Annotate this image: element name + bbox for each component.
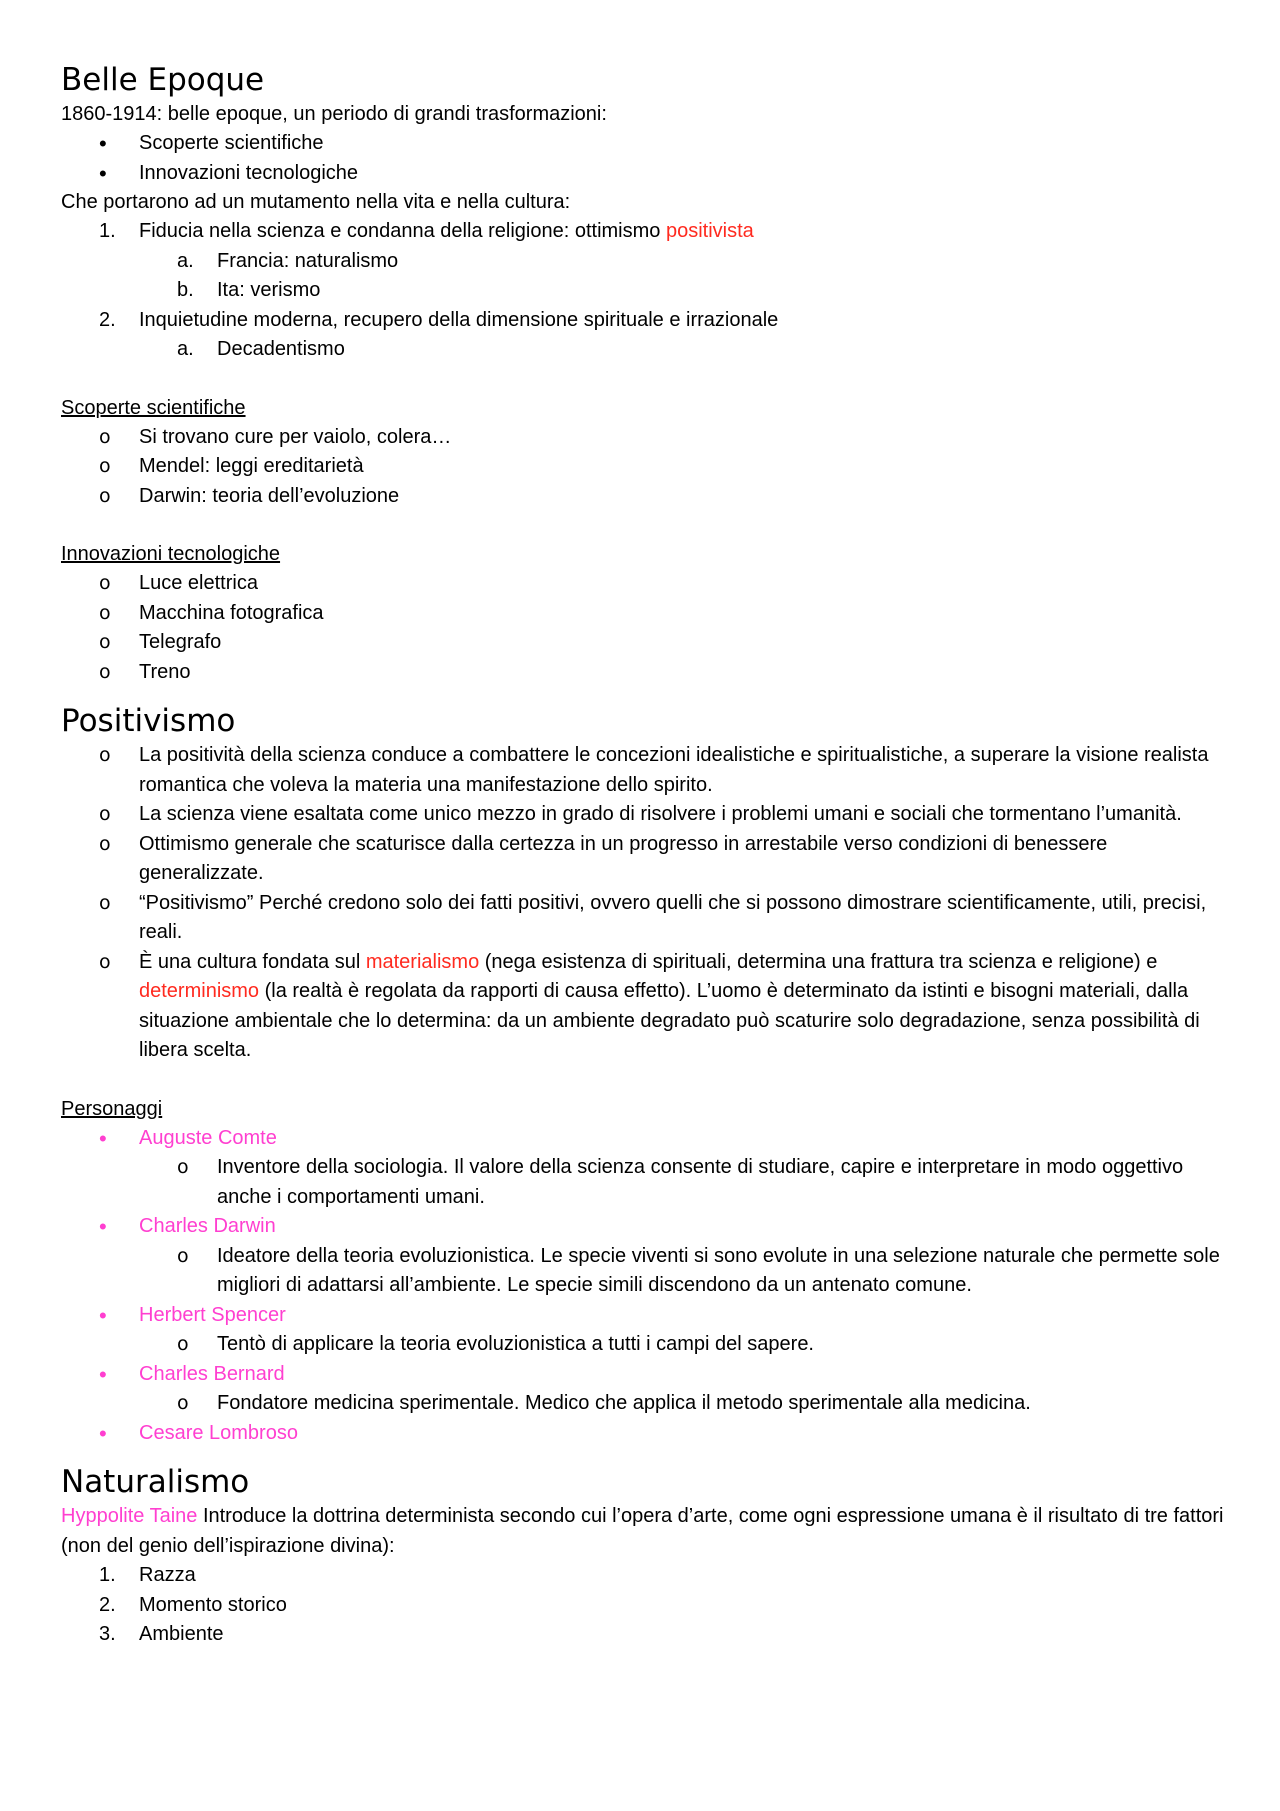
circle-bullet-icon: o <box>99 891 111 914</box>
circle-bullet-icon: o <box>177 1392 189 1414</box>
circle-bullet-icon: o <box>99 425 111 448</box>
list-item: 2. Momento storico <box>61 1591 1231 1621</box>
list-item: o Mendel: leggi ereditarietà <box>61 452 1231 482</box>
highlight-materialismo: materialismo <box>365 950 480 973</box>
bullet-icon: • <box>99 1361 107 1387</box>
list-number: 2. <box>99 308 116 331</box>
circle-bullet-icon: o <box>177 1244 189 1267</box>
list-number: 3. <box>99 1623 116 1645</box>
person-description: o Inventore della sociologia. Il valore della scienza consente di studiare, capire e interpretare in modo oggettivo anche i comportamenti umani. <box>61 1153 1231 1212</box>
person-description: o Fondatore medicina sperimentale. Medico che applica il metodo sperimentale alla medicina. <box>61 1389 1231 1419</box>
list-letter: a. <box>177 338 194 360</box>
person-description: o Ideatore della teoria evoluzionistica. Le specie viventi si sono evolute in una selezione naturale che permette sole migliori di adattarsi all’ambiente. Le specie simili discendono da un antenato comune. <box>61 1242 1231 1301</box>
list-letter: a. <box>177 249 194 272</box>
person-name-taine: Hyppolite Taine <box>61 1505 198 1527</box>
list-item: o Treno <box>61 658 1231 688</box>
highlight-positivista: positivista <box>665 220 754 242</box>
circle-bullet-icon: o <box>99 455 111 477</box>
document-page <box>61 60 1231 1650</box>
list-item: o La scienza viene esaltata come unico mezzo in grado di risolvere i problemi umani e sociali che tormentano l’umanità. <box>61 800 1231 830</box>
list-item: a. Francia: naturalismo <box>61 247 1231 277</box>
circle-bullet-icon: o <box>99 660 111 683</box>
circle-bullet-icon: o <box>99 744 111 766</box>
circle-bullet-icon: o <box>99 803 111 825</box>
bullet-icon: • <box>99 1125 107 1151</box>
list-item: o Ottimismo generale che scaturisce dalla certezza in un progresso in arrestabile verso condizioni di benessere generalizzate. <box>61 830 1231 889</box>
list-item: o La positività della scienza conduce a combattere le concezioni idealistiche e spiritualistiche, a superare la visione realista romantica che voleva la materia una manifestazione dello spirito. <box>61 741 1231 800</box>
list-item: • Innovazioni tecnologiche <box>61 159 1231 189</box>
list-item: 1. Fiducia nella scienza e condanna della religione: ottimismo positivista <box>61 217 1231 247</box>
subheading-scoperte: Scoperte scientifiche <box>61 396 246 419</box>
person-name: • Charles Bernard <box>61 1360 1231 1390</box>
heading-belle-epoque: Belle Epoque <box>61 62 265 98</box>
list-item: 1. Razza <box>61 1561 1231 1591</box>
lead-line: Che portarono ad un mutamento nella vita e nella cultura: <box>61 191 571 213</box>
bullet-icon: • <box>99 1214 107 1239</box>
list-item: a. Decadentismo <box>61 335 1231 365</box>
bullet-icon: • <box>99 1420 107 1446</box>
circle-bullet-icon: o <box>99 601 111 624</box>
circle-bullet-icon: o <box>177 1156 189 1178</box>
subheading-personaggi: Personaggi <box>61 1097 163 1120</box>
list-number: 1. <box>99 1564 116 1586</box>
list-item: o Luce elettrica <box>61 569 1231 599</box>
list-item: o È una cultura fondata sul materialismo (nega esistenza di spirituali, determina una frattura tra scienza e religione) e determinismo (la realtà è regolata da rapporti di causa effetto). L’uomo è determinato da istinti e bisogni materiali, dalla situazione ambientale che lo determina: da un ambiente degradato può scaturire solo degradazione, senza possibilità di libera scelta. <box>61 948 1231 1066</box>
circle-bullet-icon: o <box>99 484 111 507</box>
circle-bullet-icon: o <box>99 631 111 653</box>
list-item: o “Positivismo” Perché credono solo dei fatti positivi, ovvero quelli che si possono dimostrare scientificamente, utili, precisi, reali. <box>61 889 1231 948</box>
list-letter: b. <box>177 279 194 301</box>
person-name: • Charles Darwin <box>61 1212 1231 1242</box>
naturalismo-paragraph: Hyppolite Taine Introduce la dottrina determinista secondo cui l’opera d’arte, come ogni espressione umana è il risultato di tre fattori (non del genio dell’ispirazione divina): <box>61 1505 1224 1557</box>
heading-positivismo: Positivismo <box>61 703 236 739</box>
list-item: • Scoperte scientifiche <box>61 129 1231 159</box>
person-name: • Auguste Comte <box>61 1124 1231 1154</box>
person-name: • Cesare Lombroso <box>61 1419 1231 1449</box>
list-item: 2. Inquietudine moderna, recupero della dimensione spirituale e irrazionale <box>61 306 1231 336</box>
list-item: o Macchina fotografica <box>61 599 1231 629</box>
heading-naturalismo: Naturalismo <box>61 1464 250 1500</box>
list-item: b. Ita: verismo <box>61 276 1231 306</box>
highlight-determinismo: determinismo <box>139 980 260 1002</box>
list-number: 1. <box>99 220 116 242</box>
circle-bullet-icon: o <box>177 1333 189 1355</box>
person-description: o Tentò di applicare la teoria evoluzionistica a tutti i campi del sapere. <box>61 1330 1231 1360</box>
bullet-icon: • <box>99 131 107 156</box>
bullet-icon: • <box>99 160 107 186</box>
circle-bullet-icon: o <box>99 950 111 973</box>
list-item: o Telegrafo <box>61 628 1231 658</box>
intro-line: 1860-1914: belle epoque, un periodo di grandi trasformazioni: <box>61 103 607 125</box>
subheading-innovazioni: Innovazioni tecnologiche <box>61 543 281 565</box>
circle-bullet-icon: o <box>99 572 111 594</box>
list-item: 3. Ambiente <box>61 1620 1231 1650</box>
list-item: o Darwin: teoria dell’evoluzione <box>61 482 1231 512</box>
bullet-icon: • <box>99 1302 107 1328</box>
list-number: 2. <box>99 1593 116 1616</box>
list-item: o Si trovano cure per vaiolo, colera… <box>61 423 1231 453</box>
person-name: • Herbert Spencer <box>61 1301 1231 1331</box>
circle-bullet-icon: o <box>99 832 111 855</box>
